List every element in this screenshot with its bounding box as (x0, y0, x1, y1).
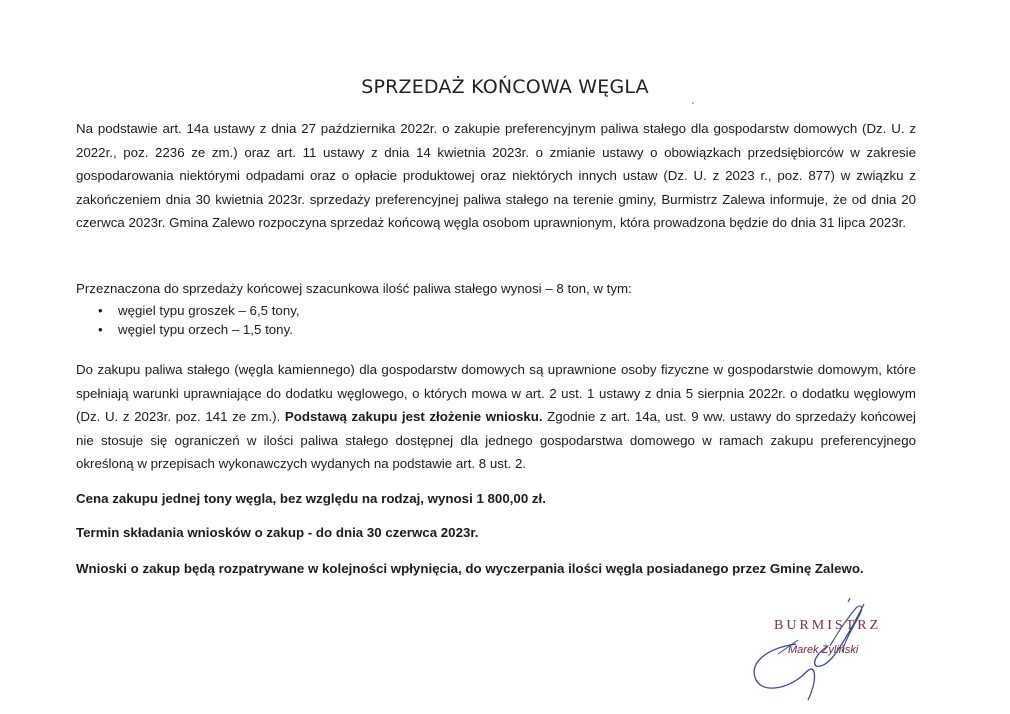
stamp-title: BURMISTRZ (774, 618, 882, 633)
list-item-text: węgiel typu groszek – 6,5 tony, (118, 302, 300, 318)
eligibility-text-2: Zgodnie z art. 14a, ust. 9 ww. ustawy do sprzedaży końcowej nie stosuje się ograniczeń w ilości paliwa stałego dostępnej dla jednego gospodarstwa domowego w ramach zakupu preferencyjnego określoną w przepisach wykonawczych wydanych na podstawie art. 8 ust. 2. (76, 409, 916, 471)
bullet-icon: • (98, 321, 103, 337)
list-item (76, 320, 916, 339)
list-item-text: węgiel typu orzech – 1,5 tony. (118, 321, 293, 337)
bullet-icon: • (98, 302, 103, 318)
order-line: Wnioski o zakup będą rozpatrywane w kolejności wpłynięcia, do wyczerpania ilości węgla posiadanego przez Gminę Zalewo. (76, 561, 864, 576)
document-title: SPRZEDAŻ KOŃCOWA WĘGLA (361, 76, 649, 98)
eligibility-text-1: Do zakupu paliwa stałego (węgla kamiennego) dla gospodarstw domowych są uprawnione osoby fizyczne w gospodarstwie domowym, które spełniają warunki uprawniające do dodatku węglowego, o których mowa w art. 2 ust. 1 ustawy z dnia 5 sierpnia 2022r. o dodatku węglowym (Dz. U. z 2023r. poz. 141 ze zm.). (76, 362, 916, 424)
mayor-stamp (738, 596, 918, 706)
eligibility-bold: Podstawą zakupu jest złożenie wniosku. (284, 409, 543, 424)
deadline-line: Termin składania wniosków o zakup - do dnia 30 czerwca 2023r. (76, 525, 479, 540)
stamp-name: Marek Żyliński (788, 644, 859, 656)
price-line: Cena zakupu jednej tony węgla, bez względu na rodzaj, wynosi 1 800,00 zł. (76, 491, 546, 506)
paragraph-eligibility (76, 358, 916, 476)
paragraph-legal-basis: Na podstawie art. 14a ustawy z dnia 27 października 2022r. o zakupie preferencyjnym paliwa stałego dla gospodarstw domowych (Dz. U. z 2022r., poz. 2236 ze zm.) oraz art. 11 ustawy z dnia 14 kwietnia 2023r. o zmianie ustawy o obowiązkach przedsiębiorców w zakresie gospodarowania niektórymi odpadami oraz o opłacie produktowej oraz niektórych innych ustaw (Dz. U. z 2023 r., poz. 877) w związku z zakończeniem dnia 30 kwietnia 2023r. sprzedaży preferencyjnej paliwa stałego na terenie gminy, Burmistrz Zalewa informuje, że od dnia 20 czerwca 2023r. Gmina Zalewo rozpoczyna sprzedaż końcową węgla osobom uprawnionym, która prowadzona będzie do dnia 31 lipca 2023r. (76, 121, 916, 230)
scan-speck (692, 102, 694, 104)
coal-type-list (76, 301, 916, 339)
signature-icon (738, 596, 918, 706)
paragraph-quantity (76, 277, 916, 339)
quantity-intro: Przeznaczona do sprzedaży końcowej szacunkowa ilość paliwa stałego wynosi – 8 ton, w tym: (76, 281, 632, 296)
list-item (76, 301, 916, 320)
